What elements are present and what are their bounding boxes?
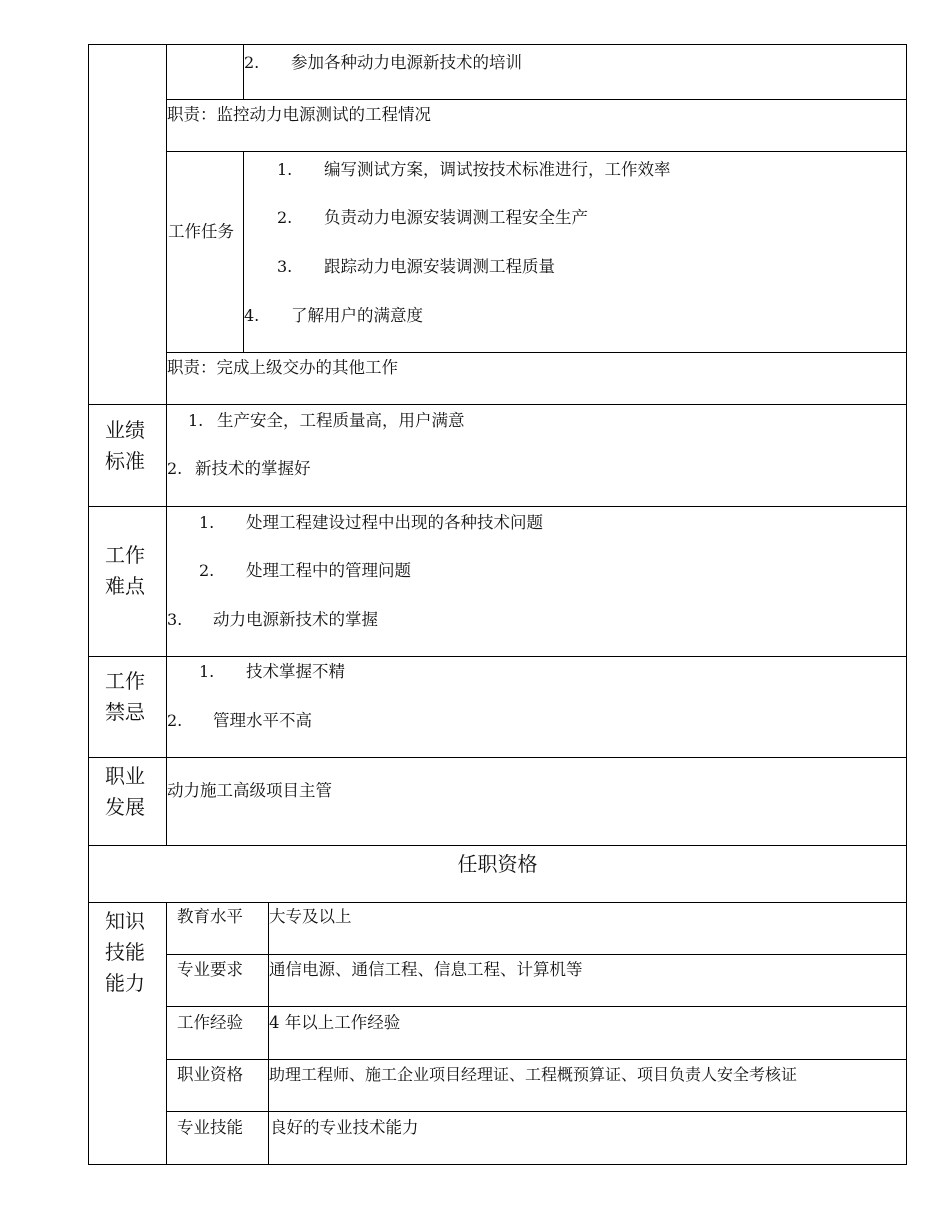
- duty-text: 职责：监控动力电源测试的工程情况: [167, 105, 431, 124]
- grid-line: [166, 352, 907, 353]
- qualification-key: 教育水平: [177, 907, 243, 926]
- grid-line: [88, 44, 907, 45]
- difficulty-label: 工作难点: [105, 543, 145, 598]
- qualification-title: 任职资格: [457, 852, 538, 876]
- task-text: 跟踪动力电源安装调测工程质量: [324, 257, 555, 276]
- task-number: 2.: [277, 208, 293, 227]
- grid-line: [88, 656, 907, 657]
- difficulty-number: 3.: [167, 610, 183, 629]
- performance-label: 业绩标准: [105, 418, 145, 473]
- qualification-key: 专业技能: [177, 1118, 243, 1137]
- sub-item-text: 参加各种动力电源新技术的培训: [291, 53, 522, 72]
- duty-text: 职责：完成上级交办的其他工作: [167, 358, 398, 377]
- difficulty-number: 2.: [199, 561, 215, 580]
- taboo-number: 2.: [167, 711, 183, 730]
- qualification-key: 工作经验: [177, 1013, 243, 1032]
- grid-line: [166, 99, 907, 100]
- qualification-value: 良好的专业技术能力: [270, 1118, 419, 1137]
- qualification-value: 大专及以上: [269, 907, 352, 926]
- grid-line: [166, 902, 167, 1165]
- performance-text: 生产安全，工程质量高，用户满意: [217, 411, 465, 430]
- qualification-key: 专业要求: [177, 960, 243, 979]
- grid-line: [88, 404, 907, 405]
- qualification-value: 4 年以上工作经验: [269, 1013, 401, 1032]
- grid-line: [166, 954, 907, 955]
- difficulty-number: 1.: [199, 513, 215, 532]
- qualification-label: 知识技能能力: [105, 909, 145, 995]
- difficulty-text: 处理工程建设过程中出现的各种技术问题: [246, 513, 543, 532]
- qualification-key: 职业资格: [177, 1065, 243, 1084]
- performance-text: 新技术的掌握好: [195, 459, 311, 478]
- grid-line: [166, 1111, 907, 1112]
- grid-line: [88, 44, 89, 1165]
- performance-number: 2.: [167, 459, 183, 478]
- career-text: 动力施工高级项目主管: [167, 781, 332, 800]
- grid-line: [88, 1164, 907, 1165]
- task-text: 了解用户的满意度: [291, 306, 423, 325]
- grid-line: [906, 44, 907, 1165]
- task-number: 4.: [244, 306, 260, 325]
- task-text: 编写测试方案，调试按技术标准进行，工作效率: [324, 160, 671, 179]
- task-label: 工作任务: [168, 222, 234, 241]
- grid-line: [88, 757, 907, 758]
- career-label: 职业发展: [105, 764, 145, 819]
- taboo-number: 1.: [199, 662, 215, 681]
- difficulty-text: 处理工程中的管理问题: [246, 561, 411, 580]
- task-number: 3.: [277, 257, 293, 276]
- taboo-text: 管理水平不高: [213, 711, 312, 730]
- qualification-value: 助理工程师、施工企业项目经理证、工程概预算证、项目负责人安全考核证: [269, 1065, 798, 1084]
- taboo-label: 工作禁忌: [105, 669, 145, 724]
- grid-line: [88, 506, 907, 507]
- qualification-value: 通信电源、通信工程、信息工程、计算机等: [269, 960, 583, 979]
- performance-number: 1.: [188, 411, 204, 430]
- task-text: 负责动力电源安装调测工程安全生产: [324, 208, 588, 227]
- task-number: 1.: [277, 160, 293, 179]
- grid-line: [88, 902, 907, 903]
- grid-line: [166, 1059, 907, 1060]
- difficulty-text: 动力电源新技术的掌握: [213, 610, 378, 629]
- sub-item-number: 2.: [244, 53, 260, 72]
- taboo-text: 技术掌握不精: [246, 662, 345, 681]
- grid-line: [166, 1006, 907, 1007]
- grid-line: [88, 845, 907, 846]
- grid-line: [166, 151, 907, 152]
